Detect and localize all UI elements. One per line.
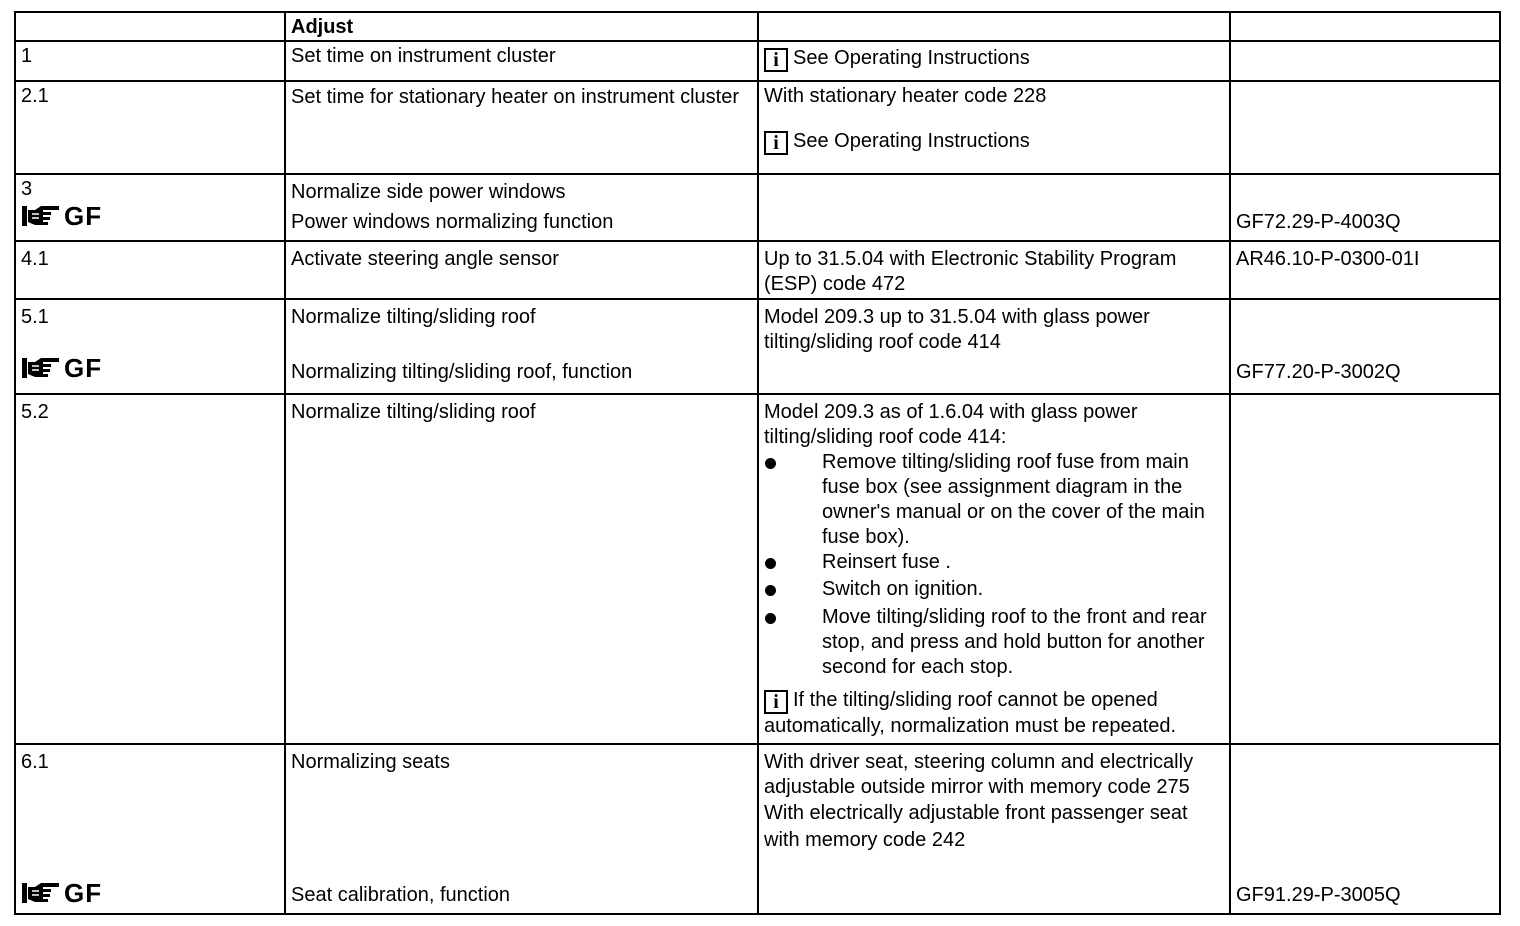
condition-text: With stationary heater code 228 xyxy=(764,85,1047,107)
list-item: Switch on ignition. xyxy=(764,577,1224,602)
condition-text: Up to 31.5.04 with Electronic Stability Program (ESP) code 472 xyxy=(758,241,1230,299)
reference-code: AR46.10-P-0300-01I xyxy=(1230,241,1500,299)
condition-text: Model 209.3 up to 31.5.04 with glass power tilting/sliding roof code 414 xyxy=(758,299,1230,394)
step-number: 6.1 xyxy=(21,751,49,773)
sub-action-text: Seat calibration, function xyxy=(291,884,511,906)
condition-cell xyxy=(758,174,1230,241)
table-row xyxy=(15,241,1500,299)
condition-cell xyxy=(758,744,1230,914)
step-cell xyxy=(15,174,285,241)
step-number: 1 xyxy=(15,41,285,81)
reference-code: GF91.29-P-3005Q xyxy=(1236,884,1401,906)
action-text: Set time on instrument cluster xyxy=(285,41,758,81)
reference-cell xyxy=(1230,744,1500,914)
info-icon: i xyxy=(764,131,788,155)
step-number: 2.1 xyxy=(15,81,285,174)
sub-action-text: Power windows normalizing function xyxy=(291,211,614,233)
procedure-list xyxy=(764,450,1224,680)
bullet-icon xyxy=(765,613,776,624)
sub-action-text: Normalizing tilting/sliding roof, function xyxy=(291,361,633,383)
reference-cell xyxy=(1230,299,1500,394)
list-item: Reinsert fuse . xyxy=(764,550,1224,575)
note-cell xyxy=(758,41,1230,81)
reference-cell xyxy=(1230,41,1500,81)
table-row xyxy=(15,744,1500,914)
header-adjust: Adjust xyxy=(285,12,758,41)
info-icon: i xyxy=(764,48,788,72)
action-cell xyxy=(285,744,758,914)
reference-code: GF77.20-P-3002Q xyxy=(1236,361,1401,383)
header-condition xyxy=(758,12,1230,41)
table-row xyxy=(15,394,1500,744)
adjust-table xyxy=(14,11,1501,915)
bullet-icon xyxy=(765,585,776,596)
reference-cell xyxy=(1230,81,1500,174)
gf-label: GF xyxy=(64,201,103,231)
step-cell xyxy=(15,744,285,914)
step-number: 3 xyxy=(21,178,33,200)
list-item: Remove tilting/sliding roof fuse from main fuse box (see assignment diagram in the owner's manual or on the cover of the main fuse box). xyxy=(764,450,1224,550)
note-text: See Operating Instructions xyxy=(793,47,1030,69)
gf-label: GF xyxy=(64,353,103,383)
note-text: If the tilting/sliding roof cannot be opened automatically, normalization must be repeated. xyxy=(764,689,1177,737)
action-cell xyxy=(285,299,758,394)
pointing-hand-icon xyxy=(21,356,61,380)
gf-reference-mark xyxy=(21,879,102,907)
step-cell xyxy=(15,299,285,394)
condition-text: Model 209.3 as of 1.6.04 with glass power tilting/sliding roof code 414: xyxy=(764,401,1138,448)
table-row xyxy=(15,299,1500,394)
table-row xyxy=(15,174,1500,241)
action-text: Normalize side power windows xyxy=(291,181,566,203)
condition-text-2: With electrically adjustable front passenger seat with memory code 242 xyxy=(764,802,1188,851)
action-text: Set time for stationary heater on instrument cluster xyxy=(285,81,758,174)
action-cell xyxy=(285,174,758,241)
list-item: Move tilting/sliding roof to the front and rear stop, and press and hold button for another second for each stop. xyxy=(764,605,1224,680)
bullet-icon xyxy=(765,558,776,569)
action-text: Normalize tilting/sliding roof xyxy=(291,306,536,328)
reference-cell xyxy=(1230,174,1500,241)
header-step xyxy=(15,12,285,41)
action-text: Normalize tilting/sliding roof xyxy=(285,394,758,744)
reference-code: GF72.29-P-4003Q xyxy=(1236,211,1401,233)
gf-reference-mark xyxy=(21,202,102,230)
step-number: 5.2 xyxy=(15,394,285,744)
step-number: 4.1 xyxy=(15,241,285,299)
info-icon: i xyxy=(764,690,788,714)
header-reference xyxy=(1230,12,1500,41)
action-text: Normalizing seats xyxy=(291,751,450,773)
action-text: Activate steering angle sensor xyxy=(285,241,758,299)
table-row xyxy=(15,41,1500,81)
table-row xyxy=(15,81,1500,174)
condition-cell xyxy=(758,81,1230,174)
gf-reference-mark xyxy=(21,354,102,382)
step-number: 5.1 xyxy=(21,306,49,328)
table-header-row xyxy=(15,12,1500,41)
pointing-hand-icon xyxy=(21,881,61,905)
gf-label: GF xyxy=(64,878,103,908)
condition-cell xyxy=(758,394,1230,744)
note-block xyxy=(764,688,1224,739)
note-text: See Operating Instructions xyxy=(793,130,1030,152)
bullet-icon xyxy=(765,458,776,469)
pointing-hand-icon xyxy=(21,204,61,228)
condition-text: With driver seat, steering column and electrically adjustable outside mirror with memory code 275 xyxy=(764,751,1194,798)
reference-cell xyxy=(1230,394,1500,744)
